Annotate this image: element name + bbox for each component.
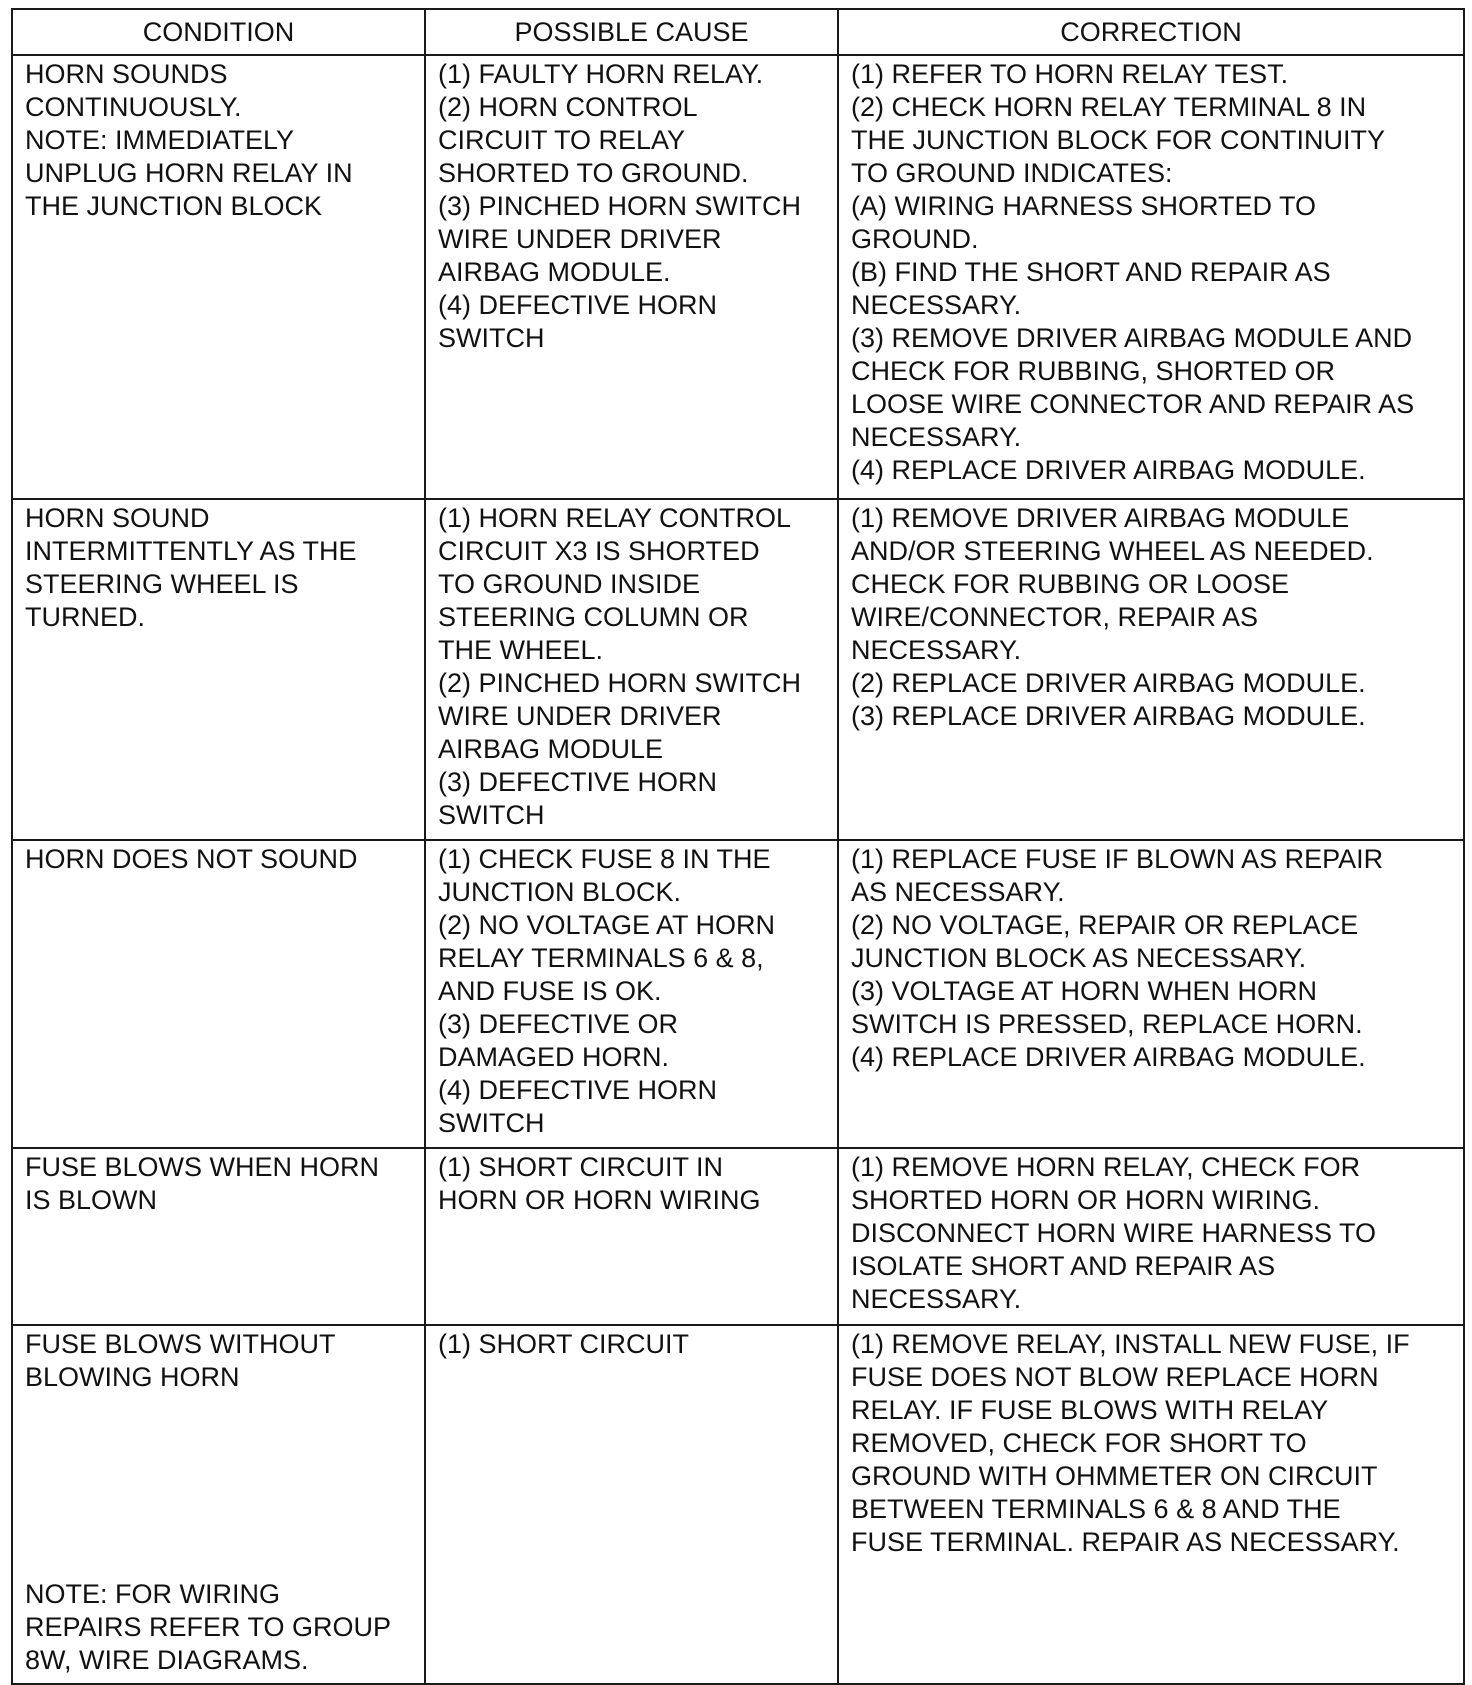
cause-cell <box>425 1148 838 1325</box>
condition-line: THE JUNCTION BLOCK <box>25 191 323 221</box>
condition-line: STEERING WHEEL IS <box>25 569 299 599</box>
correction-line: NECESSARY. <box>851 1284 1022 1314</box>
cause-line: AIRBAG MODULE. <box>438 257 671 287</box>
cause-line: AIRBAG MODULE <box>438 734 664 764</box>
correction-line: DISCONNECT HORN WIRE HARNESS TO <box>851 1218 1377 1248</box>
cause-line: CIRCUIT X3 IS SHORTED <box>438 536 760 566</box>
table-row <box>12 1148 1464 1325</box>
correction-line: WIRE/CONNECTOR, REPAIR AS <box>851 602 1259 632</box>
cause-line: (1) SHORT CIRCUIT IN <box>438 1152 724 1182</box>
correction-line: (1) REMOVE RELAY, INSTALL NEW FUSE, IF <box>851 1329 1410 1359</box>
correction-cell <box>838 499 1464 840</box>
correction-line: AND/OR STEERING WHEEL AS NEEDED. <box>851 536 1374 566</box>
condition-line: TURNED. <box>25 602 145 632</box>
table-row <box>12 840 1464 1148</box>
cause-line: SWITCH <box>438 800 545 830</box>
correction-line: (2) CHECK HORN RELAY TERMINAL 8 IN <box>851 92 1367 122</box>
cause-line: WIRE UNDER DRIVER <box>438 224 722 254</box>
correction-line: CHECK FOR RUBBING, SHORTED OR <box>851 356 1336 386</box>
correction-line: (4) REPLACE DRIVER AIRBAG MODULE. <box>851 1042 1366 1072</box>
correction-line: (1) REPLACE FUSE IF BLOWN AS REPAIR <box>851 844 1384 874</box>
cause-line: (2) PINCHED HORN SWITCH <box>438 668 801 698</box>
condition-cell <box>12 1325 425 1684</box>
correction-line: FUSE DOES NOT BLOW REPLACE HORN <box>851 1362 1379 1392</box>
cause-line: WIRE UNDER DRIVER <box>438 701 722 731</box>
correction-line: (B) FIND THE SHORT AND REPAIR AS <box>851 257 1331 287</box>
correction-line: CHECK FOR RUBBING OR LOOSE <box>851 569 1290 599</box>
correction-line: REMOVED, CHECK FOR SHORT TO <box>851 1428 1307 1458</box>
correction-line: ISOLATE SHORT AND REPAIR AS <box>851 1251 1276 1281</box>
note-line: REPAIRS REFER TO GROUP <box>25 1612 392 1642</box>
table-header-row <box>12 9 1464 55</box>
horn-diagnosis-table <box>11 8 1465 1685</box>
diagnosis-table-page <box>11 8 1463 1675</box>
column-header-correction: CORRECTION <box>838 9 1464 55</box>
column-header-possible-cause: POSSIBLE CAUSE <box>425 9 838 55</box>
correction-line: (1) REFER TO HORN RELAY TEST. <box>851 59 1289 89</box>
condition-line: UNPLUG HORN RELAY IN <box>25 158 353 188</box>
cause-cell <box>425 499 838 840</box>
condition-line: BLOWING HORN <box>25 1362 240 1392</box>
condition-cell <box>12 499 425 840</box>
condition-cell <box>12 1148 425 1325</box>
cause-line: SHORTED TO GROUND. <box>438 158 749 188</box>
table-row <box>12 1325 1464 1684</box>
cause-line: (3) PINCHED HORN SWITCH <box>438 191 801 221</box>
cause-line: SWITCH <box>438 1108 545 1138</box>
correction-line: (3) REMOVE DRIVER AIRBAG MODULE AND <box>851 323 1413 353</box>
cause-line: (3) DEFECTIVE OR <box>438 1009 679 1039</box>
correction-cell <box>838 1148 1464 1325</box>
correction-line: BETWEEN TERMINALS 6 & 8 AND THE <box>851 1494 1341 1524</box>
condition-line: HORN DOES NOT SOUND <box>25 844 358 874</box>
condition-line: HORN SOUND <box>25 503 210 533</box>
correction-line: (1) REMOVE HORN RELAY, CHECK FOR <box>851 1152 1361 1182</box>
cause-line: HORN OR HORN WIRING <box>438 1185 761 1215</box>
cause-line: JUNCTION BLOCK. <box>438 877 682 907</box>
cause-line: DAMAGED HORN. <box>438 1042 670 1072</box>
column-header-condition: CONDITION <box>12 9 425 55</box>
cause-line: (3) DEFECTIVE HORN <box>438 767 718 797</box>
note-line: 8W, WIRE DIAGRAMS. <box>25 1645 309 1675</box>
cause-line: THE WHEEL. <box>438 635 604 665</box>
correction-line: NECESSARY. <box>851 422 1022 452</box>
correction-cell <box>838 55 1464 499</box>
correction-line: SWITCH IS PRESSED, REPLACE HORN. <box>851 1009 1363 1039</box>
correction-line: FUSE TERMINAL. REPAIR AS NECESSARY. <box>851 1527 1400 1557</box>
condition-line: CONTINUOUSLY. <box>25 92 242 122</box>
cause-line: AND FUSE IS OK. <box>438 976 662 1006</box>
cause-line: (4) DEFECTIVE HORN <box>438 290 718 320</box>
condition-line: HORN SOUNDS <box>25 59 228 89</box>
condition-line: FUSE BLOWS WHEN HORN <box>25 1152 380 1182</box>
correction-line: THE JUNCTION BLOCK FOR CONTINUITY <box>851 125 1386 155</box>
correction-line: (1) REMOVE DRIVER AIRBAG MODULE <box>851 503 1350 533</box>
cause-line: (4) DEFECTIVE HORN <box>438 1075 718 1105</box>
cause-line: (1) CHECK FUSE 8 IN THE <box>438 844 771 874</box>
correction-line: (3) REPLACE DRIVER AIRBAG MODULE. <box>851 701 1366 731</box>
cause-line: CIRCUIT TO RELAY <box>438 125 686 155</box>
cause-line: STEERING COLUMN OR <box>438 602 749 632</box>
correction-line: GROUND. <box>851 224 979 254</box>
cause-line: RELAY TERMINALS 6 & 8, <box>438 943 764 973</box>
correction-line: JUNCTION BLOCK AS NECESSARY. <box>851 943 1307 973</box>
correction-line: TO GROUND INDICATES: <box>851 158 1173 188</box>
cause-line: (1) HORN RELAY CONTROL <box>438 503 792 533</box>
wiring-note <box>25 1578 391 1677</box>
cause-cell <box>425 55 838 499</box>
cause-cell <box>425 1325 838 1684</box>
correction-line: LOOSE WIRE CONNECTOR AND REPAIR AS <box>851 389 1415 419</box>
condition-line: NOTE: IMMEDIATELY <box>25 125 295 155</box>
cause-line: TO GROUND INSIDE <box>438 569 701 599</box>
correction-cell <box>838 840 1464 1148</box>
condition-cell <box>12 840 425 1148</box>
cause-line: (2) HORN CONTROL <box>438 92 698 122</box>
note-line: NOTE: FOR WIRING <box>25 1579 280 1609</box>
table-row <box>12 55 1464 499</box>
correction-line: (3) VOLTAGE AT HORN WHEN HORN <box>851 976 1318 1006</box>
correction-line: (2) NO VOLTAGE, REPAIR OR REPLACE <box>851 910 1359 940</box>
correction-line: NECESSARY. <box>851 635 1022 665</box>
condition-line: INTERMITTENTLY AS THE <box>25 536 357 566</box>
correction-line: GROUND WITH OHMMETER ON CIRCUIT <box>851 1461 1378 1491</box>
condition-line: IS BLOWN <box>25 1185 158 1215</box>
correction-line: (2) REPLACE DRIVER AIRBAG MODULE. <box>851 668 1366 698</box>
cause-line: (1) FAULTY HORN RELAY. <box>438 59 764 89</box>
correction-line: (A) WIRING HARNESS SHORTED TO <box>851 191 1317 221</box>
cause-line: (1) SHORT CIRCUIT <box>438 1329 690 1359</box>
condition-line: FUSE BLOWS WITHOUT <box>25 1329 336 1359</box>
correction-line: AS NECESSARY. <box>851 877 1065 907</box>
correction-line: SHORTED HORN OR HORN WIRING. <box>851 1185 1321 1215</box>
table-row <box>12 499 1464 840</box>
correction-cell <box>838 1325 1464 1684</box>
correction-line: (4) REPLACE DRIVER AIRBAG MODULE. <box>851 455 1366 485</box>
correction-line: RELAY. IF FUSE BLOWS WITH RELAY <box>851 1395 1329 1425</box>
correction-line: NECESSARY. <box>851 290 1022 320</box>
condition-cell <box>12 55 425 499</box>
cause-line: (2) NO VOLTAGE AT HORN <box>438 910 776 940</box>
cause-line: SWITCH <box>438 323 545 353</box>
cause-cell <box>425 840 838 1148</box>
